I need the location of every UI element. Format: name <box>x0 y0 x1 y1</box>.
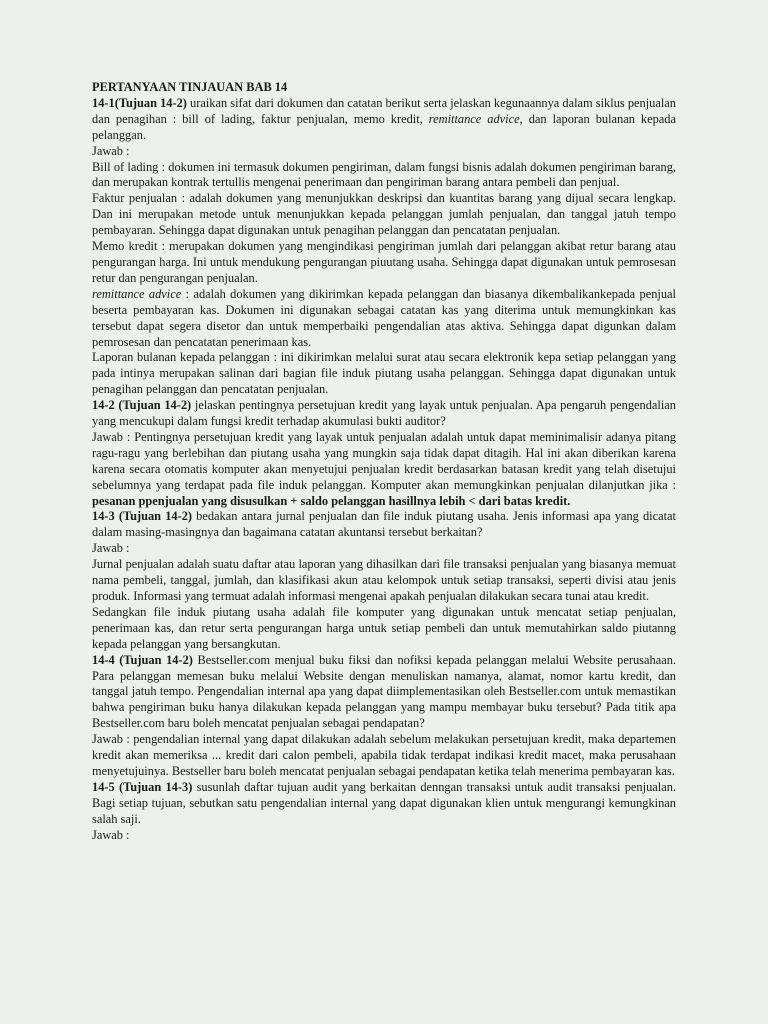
text-run: Laporan bulanan kepada pelanggan : ini dikirimkan melalui surat atau secara elektronik kepa setiap pelanggan yang pada intinya merupakan salinan dari bagian file induk piutang usaha pelanggan. Sehingga dapat digunakan untuk penagihan pelanggan dan pencatatan penjualan. <box>92 350 676 397</box>
text-run: Jawab : <box>92 827 130 842</box>
text-run: uraikan sifat dari dokumen dan catatan berikut serta jelaskan kegunaannya dalam siklus penjualan dan penagihan : bill of lading, faktur penjualan, memo kredit, <box>92 95 676 126</box>
question-label: 14-4 (Tujuan 14-2) <box>92 652 193 667</box>
paragraph-q4-a1 <box>92 732 676 780</box>
paragraph-q3 <box>92 509 676 541</box>
question-label: 14-1(Tujuan 14-2) <box>92 95 187 110</box>
paragraph-q3-a1 <box>92 557 676 605</box>
paragraph-q1-a2 <box>92 191 676 239</box>
text-run: Sedangkan file induk piutang usaha adalah file komputer yang digunakan untuk mencatat setiap penjualan, penerimaan kas, dan retur serta pengurangan harga untuk setiap pembeli dan untuk memutahirkan saldo piutanng kepada pelanggan yang bersangkutan. <box>92 604 676 651</box>
text-run: Memo kredit : merupakan dokumen yang mengindikasi pengiriman jumlah dari pelanggan akibat retur barang atau pengurangan harga. Ini untuk mendukung pengurangan piuutang usaha. Sehingga dapat digunakan untuk pemrosesan retur dan pengurangan penjualan. <box>92 239 676 285</box>
document-title: PERTANYAAN TINJAUAN BAB 14 <box>92 80 288 94</box>
italic-term: remittance advice <box>92 286 182 301</box>
paragraph-q1-a1 <box>92 160 676 192</box>
text-run: bedakan antara jurnal penjualan dan file induk piutang usaha. Jenis informasi apa yang dicatat dalam masing-masingnya dan bagaimana catatan akuntansi tersebut berkaitan? <box>92 509 676 540</box>
text-run: Jawab : Pentingnya persetujuan kredit yang layak untuk penjualan adalah untuk dapat meminimalisir adanya pitang ragu-ragu yang berlebihan dan piutang usaha yang mungkin saja tidak dapat ditagih. Hal ini akan diberikan karena karena secara otomatis komputer akan menyetujui penjualan kredit berdasarkan batasan kredit yang telah disetujui sebelumnya yang terdapat pada file induk pelanggan. Komputer akan memungkinkan penjualan dilanjutkan jika : <box>92 429 676 492</box>
question-label: 14-2 (Tujuan 14-2) <box>92 398 192 413</box>
paragraph-q5-jawab <box>92 828 676 844</box>
text-run: susunlah daftar tujuan audit yang berkaitan denngan transaksi untuk audit transaksi penjualan. Bagi setiap tujuan, sebutkan satu pengendalian internal yang dapat digunakan klien untuk mengurangi kemungkinan salah saji. <box>92 779 676 826</box>
paragraph-q3-a2 <box>92 605 676 653</box>
text-run: Bestseller.com menjual buku fiksi dan nofiksi kepada pelanggan melalui Website perusahaan. Para pelanggan memesan buku melalui Website dengan menuliskan namanya, alamat, nomor kartu kredit, dan tanggal jatuh tempo. Pengendalian internal apa yang dapat diimplementasikan oleh Bestseller.com untuk memastikan bahwa pengiriman buku hanya dilakukan kepada pelanggan yang mampu membayar buku tersebut? Pada titik apa Bestseller.com baru boleh mencatat penjualan sebagai pendapatan? <box>92 652 676 731</box>
paragraph-q3-jawab <box>92 541 676 557</box>
paragraph-q4 <box>92 653 676 733</box>
paragraph-q1 <box>92 96 676 144</box>
text-run: Jawab : <box>92 541 130 556</box>
paragraph-q1-jawab <box>92 144 676 160</box>
paragraph-q1-a3 <box>92 239 676 287</box>
text-run: Bill of lading : dokumen ini termasuk dokumen pengiriman, dalam fungsi bisnis adalah dokumen pengiriman barang, dan merupakan kontrak tertullis mengenai penerimaan dan pengiriman barang antara pembeli dan penjual. <box>92 159 676 190</box>
document-body <box>92 96 676 844</box>
text-run: Jurnal penjualan adalah suatu daftar atau laporan yang dihasilkan dari file transaksi penjualan yang biasanya memuat nama pembeli, tanggal, jumlah, dan klasifikasi akun atau kelompok untuk setiap transaksi, seperti divisi atau jenis produk. Informasi yang termuat adalah informasi mengenai apakah penjualan dilakukan secara tunai atau kredit. <box>92 557 676 603</box>
paragraph-q1-a4 <box>92 287 676 351</box>
text-run: Faktur penjualan : adalah dokumen yang menunjukkan deskripsi dan kuantitas barang yang dijual secara lengkap. Dan ini merupakan metode untuk menunjukkan kepada pelanggan jumlah penjualan, dan tanggal jatuh tempo pembayaran. Sehingga dapat digunakan untuk penagihan pelanggan dan pencatatan penjualan. <box>92 191 676 238</box>
text-run: Jawab : <box>92 143 130 158</box>
paragraph-q1-a5 <box>92 350 676 398</box>
question-label: 14-5 (Tujuan 14-3) <box>92 779 193 794</box>
document-page <box>92 80 676 844</box>
text-run: : adalah dokumen yang dikirimkan kepada pelanggan dan biasanya dikembalikankepada penjual beserta pembayaran kas. Dokumen ini digunakan sebagai catatan kas yang diterima untuk memungkinkan kas tersebut dapat segera disetor dan untuk memperbaiki pengendalian atas aktiva. Sehingga dapat digunkan dalam pemrosesan dan pencatatan penerimaan kas. <box>92 286 676 349</box>
italic-term: remittance advice, <box>428 111 523 126</box>
text-run: Jawab : pengendalian internal yang dapat dilakukan adalah sebelum melakukan persetujuan kredit, maka departemen kredit akan memeriksa ... kredit dari calon pembeli, apabila tidak terdapat indikasi kredit macet, maka perusahaan menyetujuinya. Bestseller baru boleh mencatat penjualan sebagai pendapatan ketika telah menerima pembayaran kas. <box>92 732 676 778</box>
question-label: 14-3 (Tujuan 14-2) <box>92 509 193 524</box>
question-label: pesanan ppenjualan yang disusulkan + saldo pelanggan hasillnya lebih < dari batas kredit. <box>92 493 571 508</box>
paragraph-q2 <box>92 398 676 430</box>
text-run: dan laporan bulanan kepada pelanggan. <box>92 111 676 142</box>
paragraph-q5 <box>92 780 676 828</box>
paragraph-q2-a1 <box>92 430 676 510</box>
text-run: jelaskan pentingnya persetujuan kredit yang layak untuk penjualan. Apa pengaruh pengendalian yang mencukupi dalam fungsi kredit terhadap akumulasi bukti auditor? <box>92 398 676 429</box>
